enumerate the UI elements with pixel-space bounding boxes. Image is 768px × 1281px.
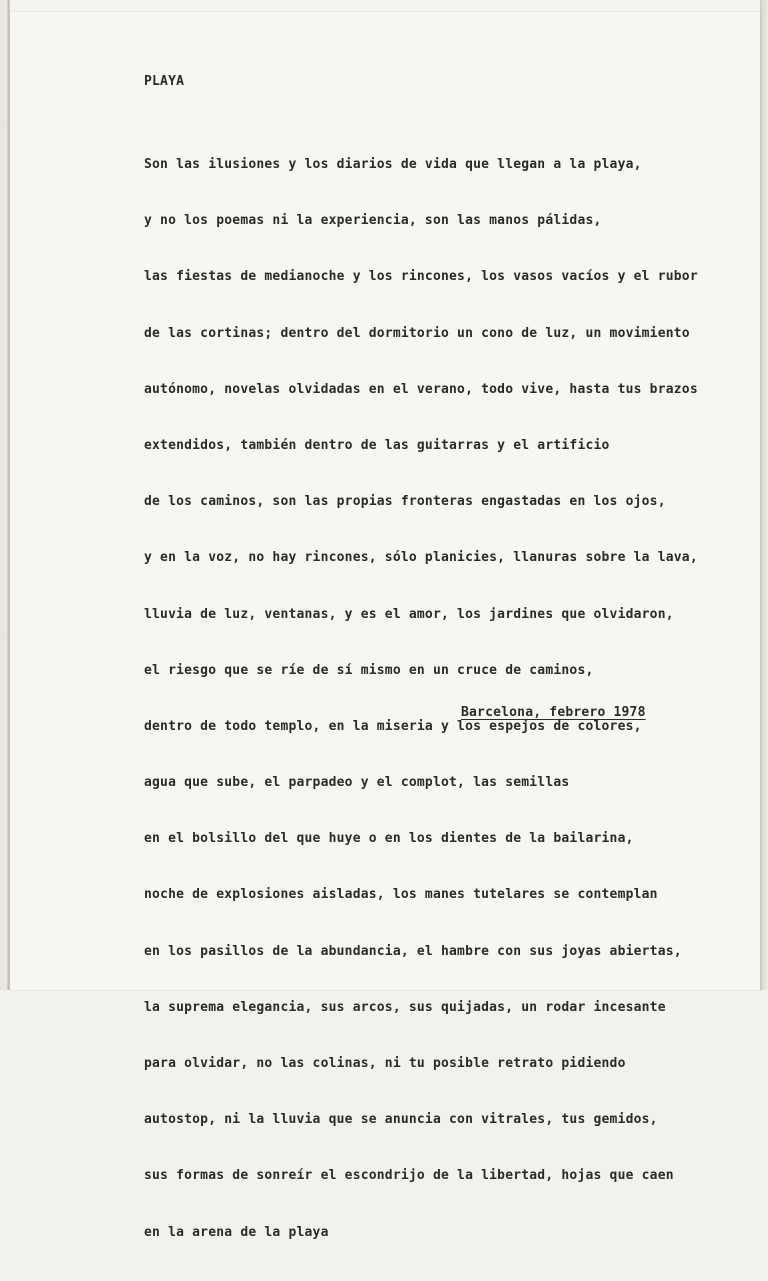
- poem-line: Son las ilusiones y los diarios de vida que llegan a la playa,: [144, 157, 642, 172]
- poem-line: sus formas de sonreír el escondrijo de la libertad, hojas que caen: [144, 1168, 674, 1184]
- poem-line: el riesgo que se ríe de sí mismo en un cruce de caminos,: [144, 662, 594, 678]
- poem-line: autostop, ni la lluvia que se anuncia con vitrales, tus gemidos,: [144, 1112, 658, 1128]
- poem-line: las fiestas de medianoche y los rincones, los vasos vacíos y el rubor: [144, 269, 698, 285]
- poem-line: para olvidar, no las colinas, ni tu posible retrato pidiendo: [144, 1056, 626, 1071]
- poem-line: extendidos, también dentro de las guitarras y el artificio: [144, 437, 610, 453]
- poem-body: [144, 127, 698, 1281]
- poem-line: agua que sube, el parpadeo y el complot, las semillas: [144, 775, 570, 791]
- poem-line: y no los poemas ni la experiencia, son las manos pálidas,: [144, 213, 602, 229]
- previous-sheet-edge: [0, 0, 10, 990]
- place-date-signature: Barcelona, febrero 1978: [461, 705, 646, 720]
- poem-line: dentro de todo templo, en la miseria y los espejos de colores,: [144, 718, 642, 734]
- poem-line: la suprema elegancia, sus arcos, sus quijadas, un rodar incesante: [144, 999, 666, 1015]
- poem-line: y en la voz, no hay rincones, sólo planicies, llanuras sobre la lava,: [144, 550, 698, 566]
- poem-line: noche de explosiones aisladas, los manes tutelares se contemplan: [144, 887, 658, 903]
- poem-line: autónomo, novelas olvidadas en el verano, todo vive, hasta tus brazos: [144, 381, 698, 397]
- poem-line: de los caminos, son las propias fronteras engastadas en los ojos,: [144, 494, 666, 510]
- poem-line: en la arena de la playa: [144, 1224, 329, 1240]
- poem-title: PLAYA: [144, 74, 185, 89]
- poem-line: en los pasillos de la abundancia, el hambre con sus joyas abiertas,: [144, 943, 682, 959]
- poem-line: lluvia de luz, ventanas, y es el amor, los jardines que olvidaron,: [144, 606, 674, 622]
- poem-line: de las cortinas; dentro del dormitorio un cono de luz, un movimiento: [144, 325, 690, 341]
- poem-line: en el bolsillo del que huye o en los dientes de la bailarina,: [144, 831, 634, 847]
- next-sheet-edge: [760, 0, 768, 990]
